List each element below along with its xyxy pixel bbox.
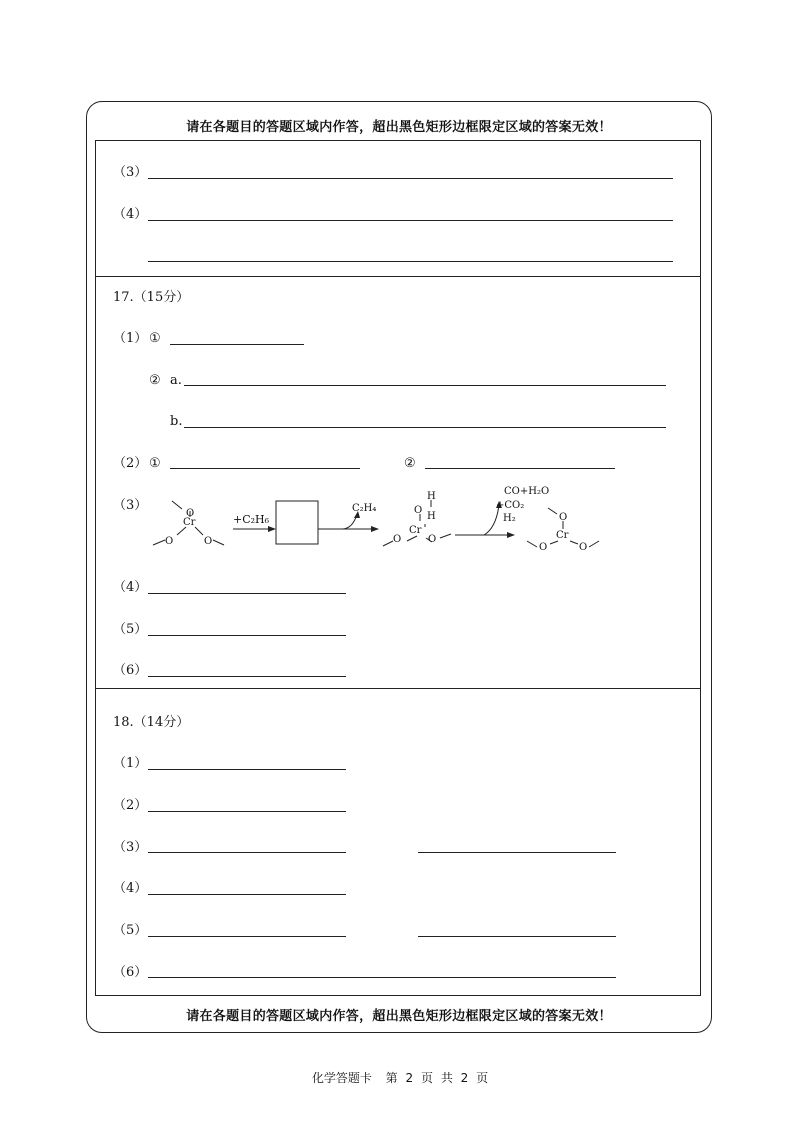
q17-part4-answer-line[interactable]	[148, 593, 346, 594]
footer-total-number: 2	[460, 1071, 469, 1085]
s2-oxygen-top: O	[414, 505, 423, 516]
q18-part6-label: （6）	[113, 965, 148, 980]
q17-part1-circle1: ①	[149, 331, 161, 346]
product-c2h4: C₂H₄	[352, 503, 377, 514]
q18-part3-label: （3）	[113, 840, 148, 855]
q17-part1-label: （1）	[113, 331, 148, 346]
q18-part6-answer-line[interactable]	[148, 977, 616, 978]
q16-part3-label: （3）	[113, 165, 148, 180]
footer-total-unit: 页	[476, 1071, 489, 1085]
q18-part1-answer-line[interactable]	[148, 769, 346, 770]
q17-part5-label: （5）	[113, 622, 148, 637]
s2-right-oxygen: O	[428, 534, 437, 545]
bottom-notice: 请在各题目的答题区域内作答，超出黑色矩形边框限定区域的答案无效！	[186, 1009, 612, 1024]
s2-left-oxygen: O	[393, 534, 402, 545]
q17-part6-answer-line[interactable]	[148, 676, 346, 677]
q18-part1-label: （1）	[113, 756, 148, 771]
q18-part2-answer-line[interactable]	[148, 811, 346, 812]
s3-chromium: Cr	[556, 530, 569, 541]
footer-total-prefix: 共	[440, 1071, 453, 1085]
footer-title: 化学答题卡	[311, 1071, 372, 1085]
s3-right-oxygen: O	[579, 542, 588, 553]
q18-part4-answer-line[interactable]	[148, 894, 346, 895]
q17-part5-answer-line[interactable]	[148, 635, 346, 636]
q17-header: 17.（15分）	[113, 290, 190, 305]
s1-top-oxygen: O	[186, 508, 195, 519]
q17-part1-circle2: ②	[149, 373, 161, 388]
s1-right-oxygen: O	[204, 536, 213, 547]
q18-part3-answer-line-1[interactable]	[148, 852, 346, 853]
q18-part5-label: （5）	[113, 923, 148, 938]
q18-part4-label: （4）	[113, 881, 148, 896]
q17-part1-b-label: b.	[170, 414, 183, 429]
page-footer	[0, 1069, 800, 1086]
s1-left-oxygen: O	[165, 536, 174, 547]
s1-chromium: Cr	[183, 517, 196, 528]
footer-page-prefix: 第	[385, 1071, 398, 1085]
q18-part3-answer-line-2[interactable]	[418, 852, 616, 853]
s3-top-oxygen: O	[559, 512, 568, 523]
product-co-h2o: CO+H₂O	[504, 486, 550, 497]
s2-hydrogen: H	[427, 511, 436, 522]
s3-left-oxygen: O	[539, 542, 548, 553]
reagent-co2: +CO₂	[496, 500, 525, 511]
q17-part2-circle2: ②	[404, 456, 416, 471]
q17-part2-label: （2）	[113, 456, 148, 471]
top-notice: 请在各题目的答题区域内作答，超出黑色矩形边框限定区域的答案无效！	[186, 120, 612, 135]
q17-part1-a-label: a.	[170, 373, 182, 388]
q17-part3-label: （3）	[113, 498, 148, 513]
footer-page-number: 2	[405, 1071, 414, 1085]
s2-chromium: Cr	[409, 525, 422, 536]
reagent-h2: H₂	[503, 513, 516, 524]
q18-part5-answer-line-2[interactable]	[418, 936, 616, 937]
q17-part4-label: （4）	[113, 580, 148, 595]
q17-part6-label: （6）	[113, 663, 148, 678]
q17-part2-circle1: ①	[149, 456, 161, 471]
q18-header: 18.（14分）	[113, 715, 190, 730]
q18-part5-answer-line-1[interactable]	[148, 936, 346, 937]
q18-part2-label: （2）	[113, 798, 148, 813]
reagent-c2h6: +C₂H₆	[233, 513, 270, 526]
s2-top-hydrogen: H	[427, 491, 436, 502]
q16-part4-label: （4）	[113, 207, 148, 222]
footer-page-unit: 页	[420, 1071, 433, 1085]
